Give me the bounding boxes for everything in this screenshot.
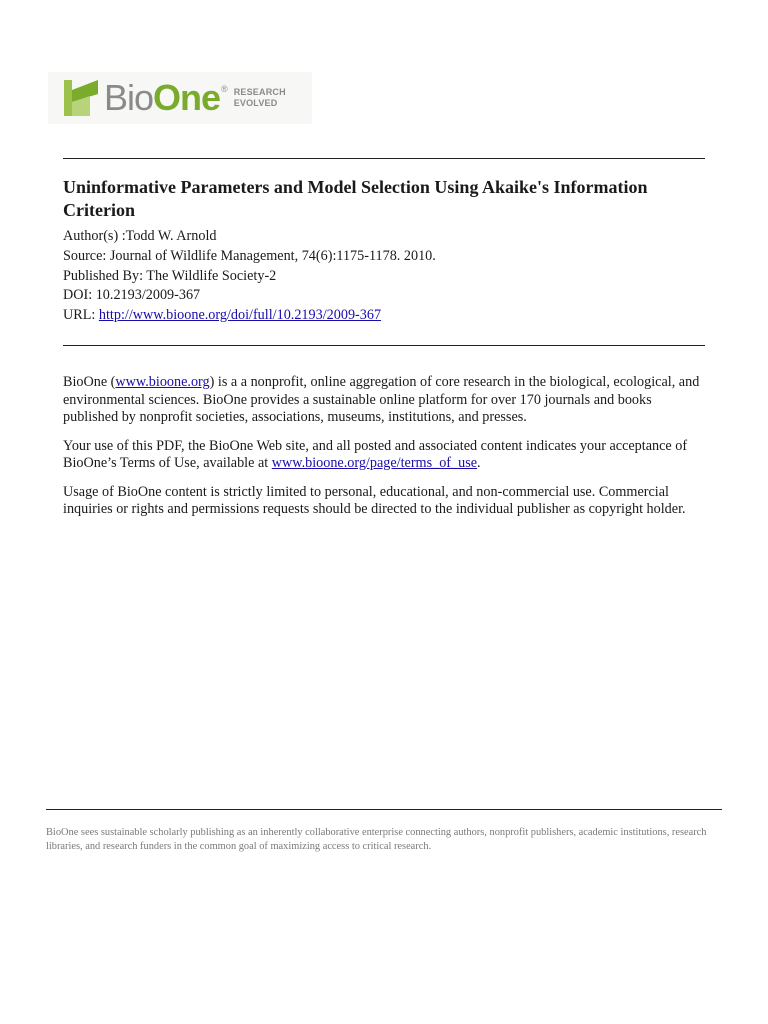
bioone-home-link[interactable]: www.bioone.org [115, 374, 210, 390]
article-url-row [63, 306, 703, 326]
article-publisher: Published By: The Wildlife Society-2 [63, 267, 277, 284]
notice-p2-text-end: . [477, 455, 481, 471]
bioone-leaf-icon [64, 80, 98, 116]
article-authors: Author(s) :Todd W. Arnold [63, 228, 217, 244]
logo-tagline-line2: EVOLVED [233, 98, 278, 108]
notice-p1-text-end: ) is a a nonprofit, online aggregation of core research in the biological, ecological, and environmental sciences. BioOne provides a sustainable online platform for over 170 journals and books published by nonprofit societies, associations, museums, institutions, and presses. [63, 374, 700, 425]
footer-divider [46, 809, 722, 810]
article-metadata [63, 227, 703, 326]
notice-paragraph-usage: Usage of BioOne content is strictly limited to personal, educational, and non-commercial use. Commercial inquiries or rights and permissions requests should be directed to the individual publisher as copyright holder. [63, 483, 686, 517]
article-url-link[interactable]: http://www.bioone.org/doi/full/10.2193/2009-367 [98, 307, 382, 324]
logo-wordmark [104, 77, 221, 118]
article-url-label: URL: [63, 307, 99, 324]
logo-tagline-line1: RESEARCH [233, 87, 286, 97]
bioone-logo [48, 72, 312, 124]
top-divider [63, 158, 705, 159]
terms-of-use-link[interactable]: www.bioone.org/page/terms_of_use [271, 455, 478, 471]
notice-p1-text-start: BioOne ( [63, 374, 116, 390]
notice-p2-text-start: Your use of this PDF, the BioOne Web site, and all posted and associated content indicates your acceptance of BioOne’s Terms of Use, available at [63, 437, 688, 471]
logo-word-bio: Bio [104, 77, 154, 118]
middle-divider [63, 345, 705, 346]
usage-notice [63, 374, 708, 530]
notice-paragraph-about [63, 374, 708, 427]
notice-paragraph-terms [63, 438, 708, 473]
logo-word-one: One [153, 77, 221, 118]
article-source: Source: Journal of Wildlife Management, 74(6):1175-1178. 2010. [63, 247, 436, 264]
article-title: Uninformative Parameters and Model Selection Using Akaike's Information Criterion [63, 177, 648, 220]
logo-tagline [234, 87, 286, 109]
footer-statement: BioOne sees sustainable scholarly publishing as an inherently collaborative enterprise connecting authors, nonprofit publishers, academic institutions, research libraries, and research funders in the common goal of maximizing access to critical research. [46, 827, 707, 852]
logo-registered-mark: ® [221, 84, 228, 94]
article-doi: DOI: 10.2193/2009-367 [63, 287, 201, 304]
